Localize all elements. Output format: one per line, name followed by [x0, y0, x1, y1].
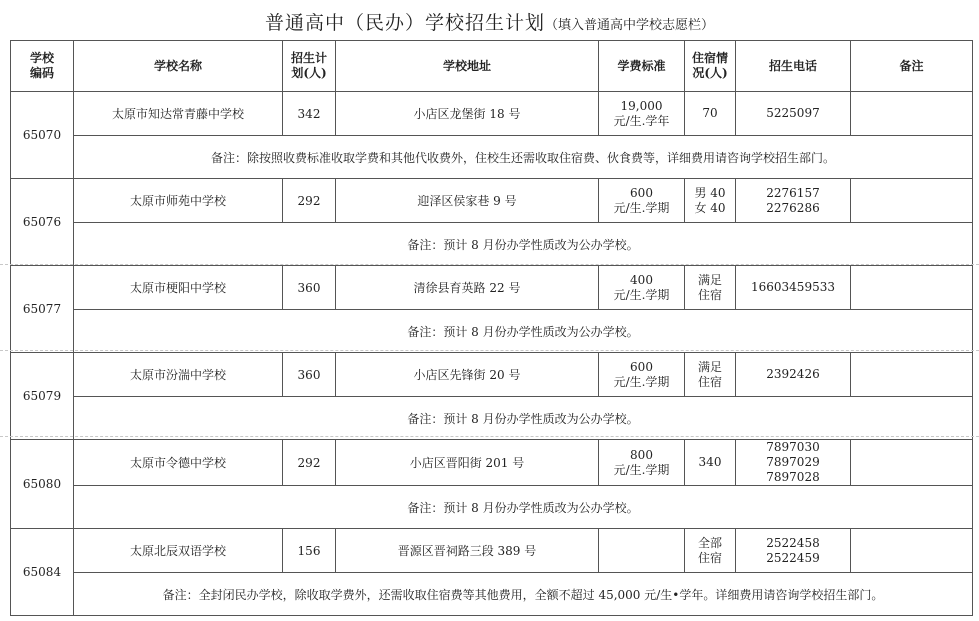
enrollment-plan: 360 — [283, 353, 336, 397]
enrollment-plan-table — [10, 40, 973, 616]
school-name: 太原市汾湍中学校 — [74, 353, 283, 397]
enrollment-phone — [736, 266, 851, 310]
table-note-row — [11, 486, 973, 529]
remark-cell — [851, 529, 973, 573]
housing-info — [685, 266, 736, 310]
housing-info — [685, 353, 736, 397]
school-address: 迎泽区侯家巷 9 号 — [336, 179, 599, 223]
school-address: 小店区先锋街 20 号 — [336, 353, 599, 397]
header-housing: 住宿情况(人) — [685, 41, 736, 92]
enrollment-phone-line: 5225097 — [766, 106, 820, 120]
header-address: 学校地址 — [336, 41, 599, 92]
table-row — [11, 179, 973, 223]
housing-info — [685, 92, 736, 136]
school-code: 65070 — [11, 92, 74, 179]
enrollment-phone-line: 2276157 — [766, 185, 820, 200]
table-row — [11, 92, 973, 136]
school-code: 65080 — [11, 440, 74, 529]
school-code: 65076 — [11, 179, 74, 266]
tuition-fee — [599, 179, 685, 223]
tuition-fee — [599, 92, 685, 136]
school-name: 太原市令德中学校 — [74, 440, 283, 486]
enrollment-plan: 360 — [283, 266, 336, 310]
school-address: 小店区晋阳街 201 号 — [336, 440, 599, 486]
table-note-row — [11, 573, 973, 616]
header-fee: 学费标准 — [599, 41, 685, 92]
enrollment-phone-line: 2522459 — [766, 550, 820, 565]
header-phone: 招生电话 — [736, 41, 851, 92]
tuition-fee — [599, 266, 685, 310]
school-name: 太原市师苑中学校 — [74, 179, 283, 223]
tuition-fee-line: 800 — [630, 447, 653, 462]
header-remark: 备注 — [851, 41, 973, 92]
tuition-fee — [599, 440, 685, 486]
tuition-fee-line: 元/生.学期 — [613, 287, 670, 302]
enrollment-plan: 156 — [283, 529, 336, 573]
school-address: 小店区龙堡街 18 号 — [336, 92, 599, 136]
enrollment-phone — [736, 529, 851, 573]
housing-info-line: 男 40 — [694, 185, 726, 200]
title-main: 普通高中（民办）学校招生计划 — [264, 12, 545, 34]
housing-info-line: 住宿 — [697, 374, 722, 389]
school-code: 65077 — [11, 266, 74, 353]
remark-cell — [851, 353, 973, 397]
enrollment-phone — [736, 440, 851, 486]
tuition-fee-line: 元/生.学期 — [613, 374, 670, 389]
table-note-row — [11, 136, 973, 179]
header-name: 学校名称 — [74, 41, 283, 92]
housing-info — [685, 440, 736, 486]
enrollment-plan: 292 — [283, 179, 336, 223]
tuition-fee — [599, 353, 685, 397]
table-note-row — [11, 397, 973, 440]
school-address: 清徐县育英路 22 号 — [336, 266, 599, 310]
enrollment-phone-line: 2522458 — [766, 535, 820, 550]
housing-info-line: 340 — [698, 455, 722, 469]
housing-info-line: 住宿 — [697, 287, 722, 302]
school-code: 65079 — [11, 353, 74, 440]
housing-info — [685, 179, 736, 223]
enrollment-phone-line: 2276286 — [766, 200, 820, 215]
table-note-row — [11, 310, 973, 353]
tuition-fee-line: 400 — [630, 272, 653, 287]
tuition-fee-line: 元/生.学年 — [613, 113, 670, 128]
tuition-fee-line: 元/生.学期 — [613, 200, 670, 215]
title-subtitle: （填入普通高中学校志愿栏） — [545, 18, 715, 33]
housing-info — [685, 529, 736, 573]
header-plan: 招生计划(人) — [283, 41, 336, 92]
remark-cell — [851, 440, 973, 486]
housing-info-line: 70 — [702, 106, 718, 120]
enrollment-phone-line: 7897028 — [766, 470, 820, 484]
school-note: 备注：预计 8 月份办学性质改为公办学校。 — [74, 397, 973, 440]
school-name: 太原市梗阳中学校 — [74, 266, 283, 310]
table-note-row — [11, 223, 973, 266]
housing-info-line: 满足 — [697, 272, 722, 287]
enrollment-phone-line: 16603459533 — [751, 280, 835, 294]
enrollment-phone-line: 7897030 — [766, 440, 820, 454]
school-note: 备注：预计 8 月份办学性质改为公办学校。 — [74, 223, 973, 266]
table-row — [11, 440, 973, 486]
housing-info-line: 住宿 — [697, 550, 722, 565]
housing-info-line: 满足 — [697, 359, 722, 374]
tuition-fee-line: 600 — [630, 185, 653, 200]
table-header-row — [11, 41, 973, 92]
school-note: 备注：除按照收费标准收取学费和其他代收费外，住校生还需收取住宿费、伙食费等，详细费用请咨询学校招生部门。 — [74, 136, 973, 179]
remark-cell — [851, 266, 973, 310]
school-note: 备注：预计 8 月份办学性质改为公办学校。 — [74, 310, 973, 353]
table-row — [11, 266, 973, 310]
tuition-fee — [599, 529, 685, 573]
enrollment-plan: 292 — [283, 440, 336, 486]
remark-cell — [851, 179, 973, 223]
tuition-fee-line: 600 — [630, 359, 653, 374]
school-note: 备注：全封闭民办学校，除收取学费外，还需收取住宿费等其他费用，全额不超过 45,000 元/生•学年。详细费用请咨询学校招生部门。 — [74, 573, 973, 616]
header-code: 学校编码 — [11, 41, 74, 92]
school-address: 晋源区晋祠路三段 389 号 — [336, 529, 599, 573]
table-row — [11, 529, 973, 573]
enrollment-plan: 342 — [283, 92, 336, 136]
school-note: 备注：预计 8 月份办学性质改为公办学校。 — [74, 486, 973, 529]
housing-info-line: 全部 — [697, 535, 722, 550]
tuition-fee-line: 元/生.学期 — [613, 462, 670, 477]
enrollment-phone-line: 7897029 — [766, 455, 820, 469]
tuition-fee-line: 19,000 — [620, 98, 663, 113]
school-name: 太原北辰双语学校 — [74, 529, 283, 573]
housing-info-line: 女 40 — [694, 200, 726, 215]
remark-cell — [851, 92, 973, 136]
school-name: 太原市知达常青藤中学校 — [74, 92, 283, 136]
page-title — [0, 8, 979, 35]
enrollment-phone — [736, 353, 851, 397]
school-code: 65084 — [11, 529, 74, 616]
table-row — [11, 353, 973, 397]
enrollment-phone — [736, 179, 851, 223]
enrollment-phone-line: 2392426 — [766, 367, 820, 381]
enrollment-phone — [736, 92, 851, 136]
